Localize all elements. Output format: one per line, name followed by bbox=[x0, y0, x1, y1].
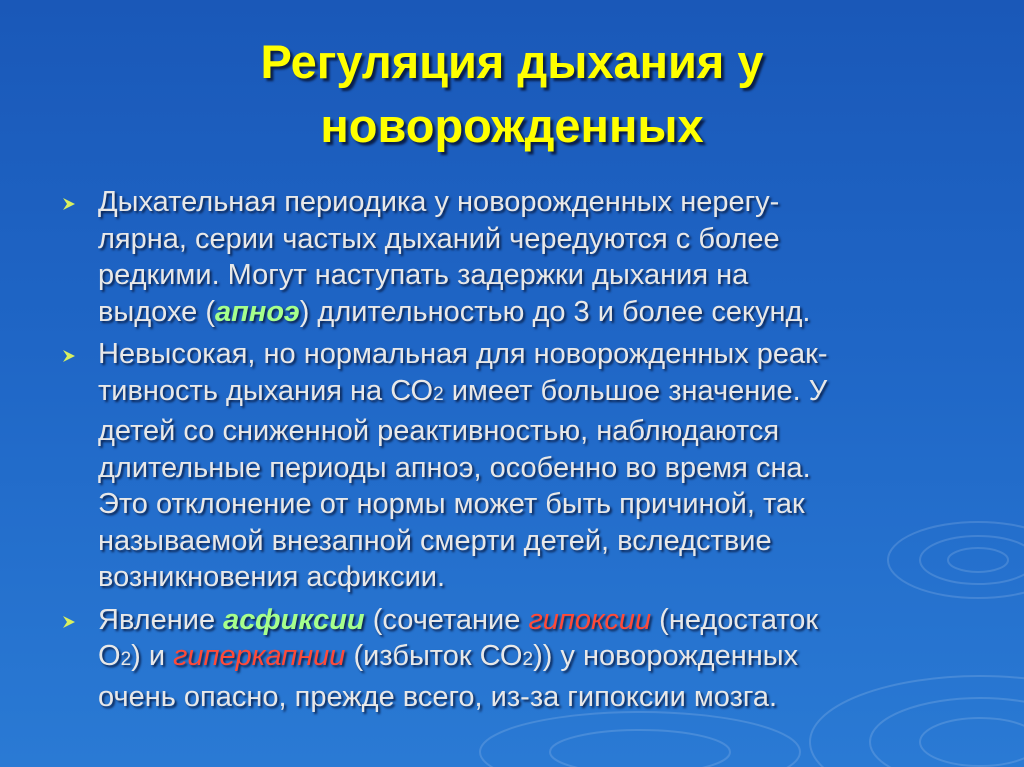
bullet-1-line-3: редкими. Могут наступать задержки дыхания на bbox=[98, 259, 749, 291]
bullet-2-line-6: называемой внезапной смерти детей, вследствие bbox=[98, 524, 772, 557]
bullet-3-line-3: очень опасно, прежде всего, из-за гипоксии мозга. bbox=[98, 680, 778, 713]
bullet-2-line-7: возникновения асфиксии. bbox=[98, 561, 446, 593]
keyword-hypoxia: гипоксии bbox=[528, 603, 652, 636]
bullet-2-line-4: длительные периоды апноэ, особенно во время сна. bbox=[98, 451, 811, 484]
bullet-list bbox=[58, 184, 963, 721]
bullet-2-text: тивность дыхания на СО bbox=[98, 374, 434, 407]
bullet-item-periodicity bbox=[58, 184, 963, 330]
arrowhead-bullet-icon bbox=[62, 615, 76, 629]
bullet-3-line-1 bbox=[98, 602, 963, 639]
bullet-2-text: имеет большое значение. У bbox=[443, 374, 828, 407]
bullet-1-text: ) длительностью до 3 и более секунд. bbox=[299, 295, 811, 328]
bullet-3-text: (сочетание bbox=[364, 603, 529, 636]
slide-title bbox=[0, 30, 1024, 158]
arrowhead-bullet-icon bbox=[62, 197, 76, 211]
bullet-1-line-2: лярна, серии частых дыханий чередуются с более bbox=[98, 222, 780, 255]
subscript: 2 bbox=[522, 649, 534, 670]
bullet-3-text: Явление bbox=[98, 603, 224, 636]
bullet-item-reactivity bbox=[58, 336, 963, 596]
bullet-3-text: (избыток СО bbox=[345, 640, 523, 672]
subscript: 2 bbox=[120, 649, 132, 670]
bullet-1-text: выдохе ( bbox=[98, 295, 215, 328]
keyword-asphyxia: асфиксии bbox=[223, 603, 365, 636]
bullet-2-line-2 bbox=[98, 373, 963, 414]
bullet-1-line-4 bbox=[98, 294, 963, 331]
bullet-1-line-1: Дыхательная периодика у новорожденных нерегу- bbox=[98, 186, 780, 218]
slide-title-line-1: Регуляция дыхания у bbox=[260, 35, 764, 88]
bullet-2-line-5: Это отклонение от нормы может быть причиной, так bbox=[98, 488, 805, 520]
bullet-2-line-3: детей со сниженной реактивностью, наблюдаются bbox=[98, 415, 780, 447]
bullet-3-text: )) у новорожденных bbox=[533, 640, 799, 672]
arrowhead-bullet-icon bbox=[62, 349, 76, 363]
subscript: 2 bbox=[433, 383, 444, 405]
slide-title-line-2: новорожденных bbox=[320, 99, 704, 152]
bullet-3-text: ) и bbox=[131, 640, 174, 672]
bullet-item-asphyxia bbox=[58, 602, 963, 716]
bullet-3-text: О bbox=[98, 640, 121, 672]
bullet-3-line-2 bbox=[98, 638, 963, 679]
bullet-2-line-1: Невысокая, но нормальная для новорожденных реак- bbox=[98, 338, 828, 370]
bullet-3-text: (недостаток bbox=[651, 603, 819, 636]
keyword-hypercapnia: гиперкапнии bbox=[173, 640, 346, 672]
keyword-apnea: апноэ bbox=[215, 295, 300, 328]
